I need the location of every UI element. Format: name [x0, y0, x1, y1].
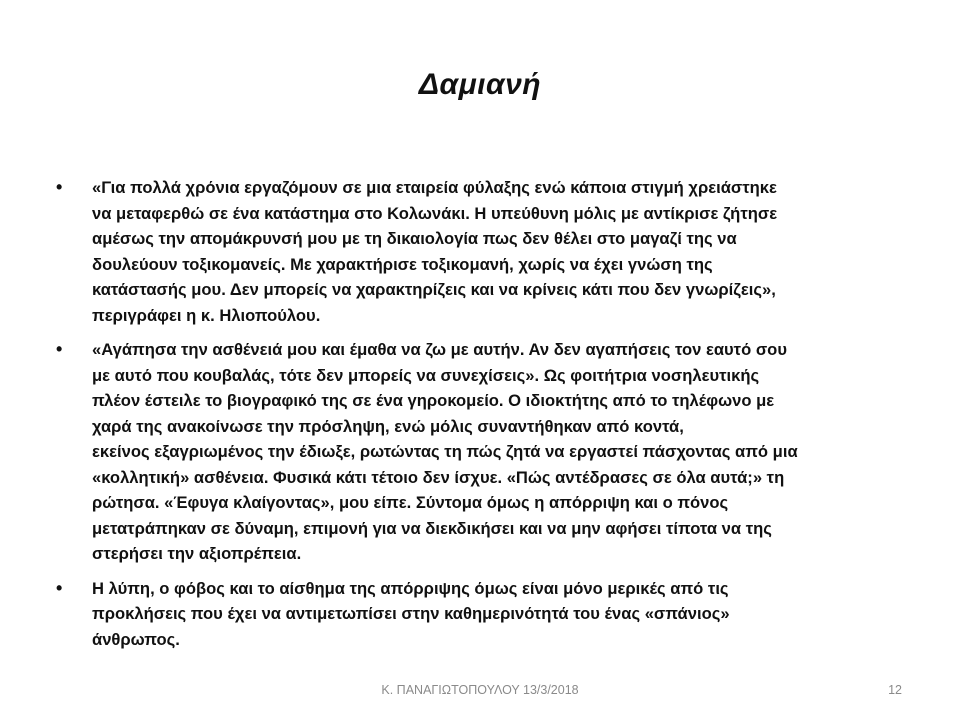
bullet-text-line: περιγράφει η κ. Ηλιοπούλου.: [92, 305, 321, 325]
page-number: 12: [888, 683, 902, 697]
slide-footer: Κ. ΠΑΝΑΓΙΩΤΟΠΟΥΛΟΥ 13/3/2018: [381, 683, 579, 697]
bullet-list: [56, 175, 906, 661]
bullet-marker-icon: •: [56, 339, 63, 359]
bullet-text-line: πλέον έστειλε το βιογραφικό της σε ένα γηροκομείο. Ο ιδιοκτήτης από το τηλέφωνο με: [92, 391, 775, 410]
bullet-text-line: εκείνος εξαγριωμένος την έδιωξε, ρωτώντας τη πώς ζητά να εργαστεί πάσχοντας από μια: [92, 442, 798, 461]
bullet-text-line: να μεταφερθώ σε ένα κατάστημα στο Κολωνάκι. Η υπεύθυνη μόλις με αντίκρισε ζήτησε: [92, 203, 778, 223]
bullet-text-line: χαρά της ανακοίνωσε την πρόσληψη, ενώ μόλις συναντήθηκαν από κοντά,: [92, 416, 684, 436]
slide-title: Δαμιανή: [418, 68, 542, 101]
bullet-text-line: «Για πολλά χρόνια εργαζόμουν σε μια εταιρεία φύλαξης ενώ κάποια στιγμή χρειάστηκε: [92, 178, 777, 197]
bullet-text-line: κατάστασής μου. Δεν μπορείς να χαρακτηρίζεις και να κρίνεις κάτι που δεν γνωρίζεις»,: [92, 280, 776, 299]
bullet-text-line: «κολλητική» ασθένεια. Φυσικά κάτι τέτοιο δεν ίσχυε. «Πώς αντέδρασες σε όλα αυτά;» τη: [92, 467, 785, 487]
bullet-text-line: με αυτό που κουβαλάς, τότε δεν μπορείς να συνεχίσεις». Ως φοιτήτρια νοσηλευτικής: [92, 365, 760, 385]
bullet-text-line: ρώτησα. «Έφυγα κλαίγοντας», μου είπε. Σύντομα όμως η απόρριψη και ο πόνος: [92, 493, 729, 512]
bullet-text-line: δουλεύουν τοξικομανείς. Με χαρακτήρισε τοξικομανή, χωρίς να έχει γνώση της: [92, 254, 713, 274]
bullet-text-line: Η λύπη, ο φόβος και το αίσθημα της απόρριψης όμως είναι μόνο μερικές από τις: [92, 578, 729, 598]
bullet-marker-icon: •: [56, 577, 63, 598]
bullet-item-1: [56, 175, 906, 328]
bullet-text-line: αμέσως την απομάκρυνσή μου με τη δικαιολογία πως δεν θέλει στο μαγαζί της να: [92, 229, 737, 248]
bullet-marker-icon: •: [56, 177, 63, 197]
bullet-item-2: [56, 337, 906, 567]
bullet-text-line: στερήσει την αξιοπρέπεια.: [92, 544, 302, 563]
bullet-item-3: [56, 576, 906, 653]
bullet-text-line: μετατράπηκαν σε δύναμη, επιμονή για να διεκδικήσει και να μην αφήσει τίποτα να της: [92, 518, 772, 538]
bullet-text-line: «Αγάπησα την ασθένειά μου και έμαθα να ζω με αυτήν. Αν δεν αγαπήσεις τον εαυτό σου: [92, 340, 787, 359]
bullet-text-line: προκλήσεις που έχει να αντιμετωπίσει στην καθημερινότητά του ένας «σπάνιος»: [92, 604, 730, 623]
bullet-text-line: άνθρωπος.: [92, 629, 180, 649]
